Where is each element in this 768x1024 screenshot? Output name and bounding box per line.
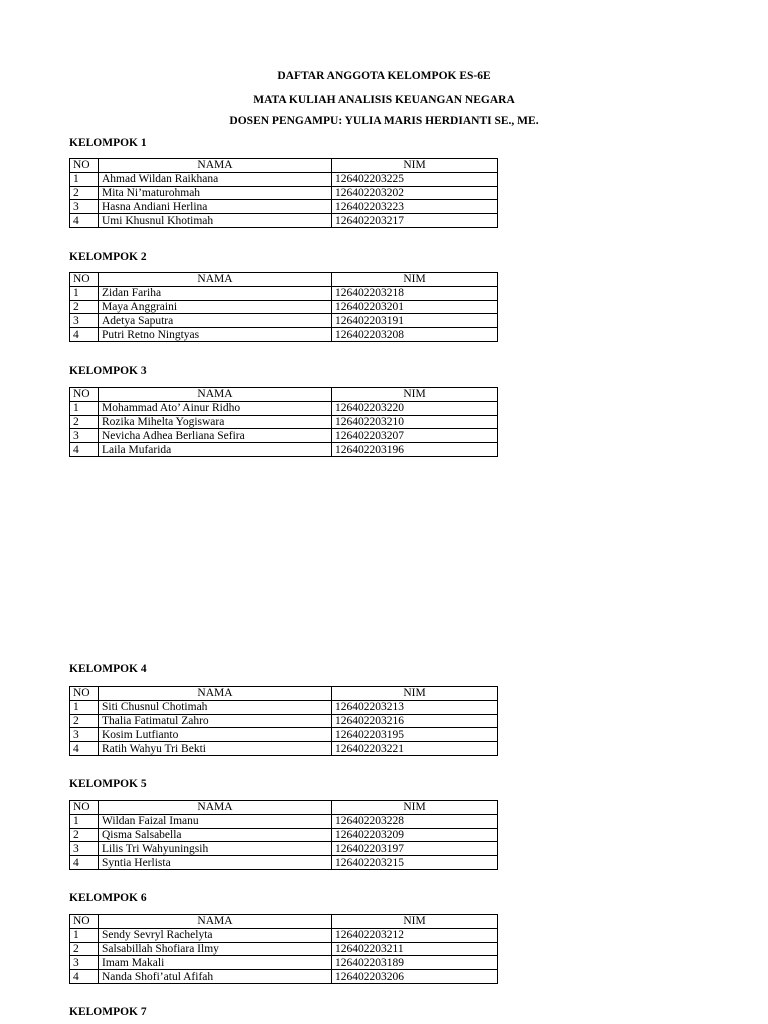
- member-number: 1: [70, 700, 99, 714]
- member-number: 4: [70, 970, 99, 984]
- member-number: 2: [70, 415, 99, 429]
- group-heading: KELOMPOK 4: [69, 663, 147, 675]
- member-name: Syntia Herlista: [99, 856, 332, 870]
- member-name: Salsabillah Shofiara Ilmy: [99, 942, 332, 956]
- member-table: [69, 158, 498, 228]
- member-name: Siti Chusnul Chotimah: [99, 700, 332, 714]
- table-header-row: [70, 273, 498, 287]
- member-number: 3: [70, 314, 99, 328]
- table-row: [70, 942, 498, 956]
- member-name: Hasna Andiani Herlina: [99, 200, 332, 214]
- member-table: [69, 272, 498, 342]
- member-name: Qisma Salsabella: [99, 828, 332, 842]
- member-name: Imam Makali: [99, 956, 332, 970]
- column-header-nim: NIM: [332, 801, 498, 815]
- group-heading: KELOMPOK 3: [69, 365, 147, 377]
- group-heading: KELOMPOK 2: [69, 251, 147, 263]
- member-number: 4: [70, 742, 99, 756]
- table-row: [70, 300, 498, 314]
- column-header-nim: NIM: [332, 388, 498, 402]
- member-number: 1: [70, 814, 99, 828]
- column-header-nim: NIM: [332, 687, 498, 701]
- table-row: [70, 814, 498, 828]
- member-nim: 126402203228: [332, 814, 498, 828]
- column-header-nama: NAMA: [99, 687, 332, 701]
- group-heading: KELOMPOK 1: [69, 137, 147, 149]
- lecturer-name: DOSEN PENGAMPU: YULIA MARIS HERDIANTI SE., ME.: [229, 115, 539, 127]
- member-table: [69, 914, 498, 984]
- member-nim: 126402203206: [332, 970, 498, 984]
- member-name: Wildan Faizal Imanu: [99, 814, 332, 828]
- member-number: 2: [70, 828, 99, 842]
- table-row: [70, 415, 498, 429]
- member-name: Kosim Lutfianto: [99, 728, 332, 742]
- member-name: Maya Anggraini: [99, 300, 332, 314]
- member-nim: 126402203213: [332, 700, 498, 714]
- member-nim: 126402203217: [332, 214, 498, 228]
- member-nim: 126402203225: [332, 172, 498, 186]
- column-header-nama: NAMA: [99, 801, 332, 815]
- column-header-no: NO: [70, 801, 99, 815]
- table-row: [70, 970, 498, 984]
- column-header-nama: NAMA: [99, 915, 332, 929]
- member-nim: 126402203191: [332, 314, 498, 328]
- member-name: Rozika Mihelta Yogiswara: [99, 415, 332, 429]
- member-name: Nanda Shofi’atul Afifah: [99, 970, 332, 984]
- column-header-no: NO: [70, 687, 99, 701]
- member-nim: 126402203211: [332, 942, 498, 956]
- member-number: 3: [70, 842, 99, 856]
- table-row: [70, 828, 498, 842]
- column-header-no: NO: [70, 388, 99, 402]
- column-header-nama: NAMA: [99, 388, 332, 402]
- member-nim: 126402203220: [332, 401, 498, 415]
- member-number: 2: [70, 714, 99, 728]
- member-number: 4: [70, 856, 99, 870]
- member-name: Mohammad Ato’ Ainur Ridho: [99, 401, 332, 415]
- member-number: 4: [70, 214, 99, 228]
- member-number: 1: [70, 401, 99, 415]
- member-nim: 126402203189: [332, 956, 498, 970]
- member-nim: 126402203223: [332, 200, 498, 214]
- member-name: Umi Khusnul Khotimah: [99, 214, 332, 228]
- member-number: 1: [70, 928, 99, 942]
- member-name: Mita Ni’maturohmah: [99, 186, 332, 200]
- group-heading: KELOMPOK 7: [69, 1006, 147, 1018]
- member-name: Nevicha Adhea Berliana Sefira: [99, 429, 332, 443]
- table-row: [70, 443, 498, 457]
- member-number: 1: [70, 286, 99, 300]
- member-number: 3: [70, 728, 99, 742]
- table-header-row: [70, 388, 498, 402]
- group-heading: KELOMPOK 5: [69, 778, 147, 790]
- table-row: [70, 214, 498, 228]
- table-row: [70, 314, 498, 328]
- member-nim: 126402203218: [332, 286, 498, 300]
- table-header-row: [70, 687, 498, 701]
- column-header-nama: NAMA: [99, 273, 332, 287]
- member-nim: 126402203195: [332, 728, 498, 742]
- table-header-row: [70, 915, 498, 929]
- member-name: Lilis Tri Wahyuningsih: [99, 842, 332, 856]
- table-row: [70, 956, 498, 970]
- member-nim: 126402203212: [332, 928, 498, 942]
- table-row: [70, 429, 498, 443]
- member-nim: 126402203196: [332, 443, 498, 457]
- member-nim: 126402203210: [332, 415, 498, 429]
- member-table: [69, 686, 498, 756]
- member-table: [69, 800, 498, 870]
- member-table: [69, 387, 498, 457]
- member-nim: 126402203207: [332, 429, 498, 443]
- member-name: Ratih Wahyu Tri Bekti: [99, 742, 332, 756]
- table-row: [70, 714, 498, 728]
- table-row: [70, 186, 498, 200]
- column-header-nama: NAMA: [99, 159, 332, 173]
- member-number: 2: [70, 186, 99, 200]
- member-number: 4: [70, 443, 99, 457]
- table-row: [70, 172, 498, 186]
- member-number: 3: [70, 429, 99, 443]
- table-row: [70, 700, 498, 714]
- table-row: [70, 200, 498, 214]
- table-header-row: [70, 801, 498, 815]
- column-header-nim: NIM: [332, 159, 498, 173]
- member-number: 2: [70, 942, 99, 956]
- member-nim: 126402203201: [332, 300, 498, 314]
- table-row: [70, 842, 498, 856]
- member-name: Sendy Sevryl Rachelyta: [99, 928, 332, 942]
- table-row: [70, 401, 498, 415]
- table-row: [70, 856, 498, 870]
- member-name: Ahmad Wildan Raikhana: [99, 172, 332, 186]
- column-header-nim: NIM: [332, 273, 498, 287]
- group-heading: KELOMPOK 6: [69, 892, 147, 904]
- member-nim: 126402203215: [332, 856, 498, 870]
- document-title: DAFTAR ANGGOTA KELOMPOK ES-6E: [277, 70, 491, 82]
- course-name: MATA KULIAH ANALISIS KEUANGAN NEGARA: [253, 94, 515, 106]
- table-row: [70, 286, 498, 300]
- member-name: Adetya Saputra: [99, 314, 332, 328]
- column-header-no: NO: [70, 159, 99, 173]
- member-name: Thalia Fatimatul Zahro: [99, 714, 332, 728]
- member-number: 4: [70, 328, 99, 342]
- table-row: [70, 728, 498, 742]
- member-nim: 126402203208: [332, 328, 498, 342]
- member-number: 2: [70, 300, 99, 314]
- table-row: [70, 328, 498, 342]
- table-row: [70, 742, 498, 756]
- member-nim: 126402203209: [332, 828, 498, 842]
- member-nim: 126402203221: [332, 742, 498, 756]
- table-header-row: [70, 159, 498, 173]
- member-name: Putri Retno Ningtyas: [99, 328, 332, 342]
- member-number: 1: [70, 172, 99, 186]
- member-nim: 126402203202: [332, 186, 498, 200]
- column-header-no: NO: [70, 273, 99, 287]
- member-number: 3: [70, 956, 99, 970]
- member-nim: 126402203216: [332, 714, 498, 728]
- member-name: Zidan Fariha: [99, 286, 332, 300]
- column-header-no: NO: [70, 915, 99, 929]
- column-header-nim: NIM: [332, 915, 498, 929]
- member-name: Laila Mufarida: [99, 443, 332, 457]
- member-nim: 126402203197: [332, 842, 498, 856]
- table-row: [70, 928, 498, 942]
- member-number: 3: [70, 200, 99, 214]
